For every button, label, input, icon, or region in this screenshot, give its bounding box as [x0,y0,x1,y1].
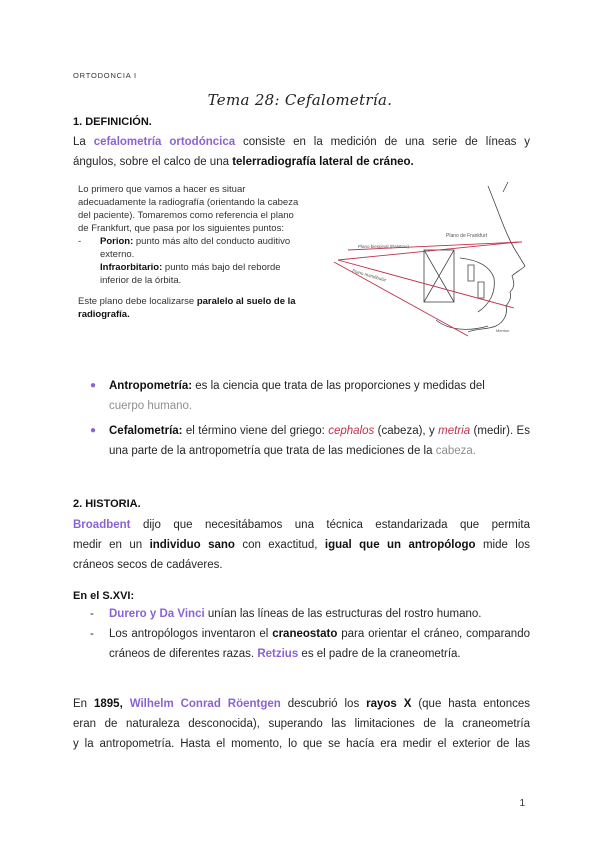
fig-label-palatino: Plano biespinal (Palatino) [358,244,410,249]
page-title: Tema 28: Cefalometría. [207,91,393,109]
bullet-dot-icon: ● [90,425,97,436]
roentgen-paragraph: En 1895, Wilhelm Conrad Röentgen descubrió los rayos X (que hasta entonces eran de naturaleza desconocida), superando las limitaciones de la craneometría y la antropometría. Hasta el momento, lo que se hacía era medir el exterior de las [73,698,530,750]
subheading-sxvi: En el S.XVI: [73,590,135,602]
term-cefalometria: cefalometría ortodóncica [93,136,236,148]
fig-label-mandibular: Plano mandibular [351,268,387,283]
definition-paragraph: La cefalometría ortodóncica consiste en la medición de una serie de líneas y ángulos, sobre el calco de una telerradiografía lateral de cráneo. [73,136,531,168]
section-heading-historia: 2. HISTORIA. [73,498,141,510]
dash-item-durero: - Durero y Da Vinci unían las líneas de las estructuras del rostro humano. [90,608,482,620]
bullet-antropometria: ● Antropometría: es la ciencia que trata de las proporciones y medidas del cuerpo humano. [90,376,530,416]
course-header: ORTODONCIA I [73,71,137,80]
bullet-cefalometria: ● Cefalometría: el término viene del griego: cephalos (cabeza), y metria (medir). Es una parte de la antropometría que trata de las mediciones de la cabeza. [90,421,530,461]
frankfurt-box: Lo primero que vamos a hacer es situar adecuadamente la radiografía (orientando la cabeza del paciente). Tomaremos como referencia el plano de Frankfurt, que pasa por los siguientes puntos: - Porion: punto más alto del conducto auditivo externo. Infraorbitario: punto más bajo del reborde inferior de la órbita. Este plano debe localizarse paralelo al suelo de la radiografía. [78,184,299,320]
section-heading-definicion: 1. DEFINICIÓN. [73,116,152,128]
dash-item-craneostato: - Los antropólogos inventaron el craneostato para orientar el cráneo, comparando cráneos de diferentes razas. Retzius es el padre de la craneometría. [90,628,530,660]
cephalometric-figure [318,180,530,352]
historia-paragraph: Broadbent dijo que necesitábamos una técnica estandarizada que permita medir en un individuo sano con exactitud, igual que un antropólogo mide los cráneos secos de cadáveres. [73,519,530,571]
page-number: 1 [519,798,525,809]
fig-label-frankfurt: Plano de Frankfurt [446,233,488,239]
fig-label-menton: Menton [496,328,510,333]
bullet-dot-icon: ● [90,380,97,391]
